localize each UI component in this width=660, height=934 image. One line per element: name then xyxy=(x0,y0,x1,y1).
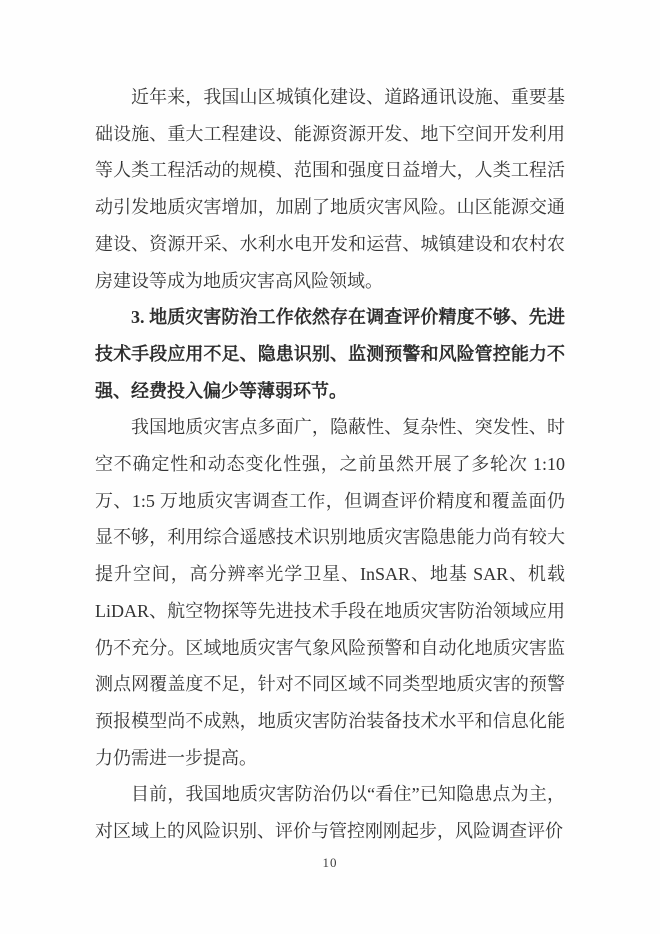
section-heading: 3. 地质灾害防治工作依然存在调查评价精度不够、先进技术手段应用不足、隐患识别、监测预警和风险管控能力不强、经费投入偏少等薄弱环节。 xyxy=(95,307,565,401)
page-number: 10 xyxy=(322,855,338,870)
paragraph-current-status: 目前，我国地质灾害防治仍以“看住”已知隐患点为主，对区域上的风险识别、评价与管控刚刚起步，风险调查评价 xyxy=(95,784,565,842)
paragraph-survey-gaps: 我国地质灾害点多面广，隐蔽性、复杂性、突发性、时空不确定性和动态变化性强，之前虽然开展了多轮次 1:10 万、1:5 万地质灾害调查工作，但调查评价精度和覆盖面仍显不够，利用综合遥感技术识别地质灾害隐患能力尚有较大提升空间，高分辨率光学卫星、InSAR、地基 SAR、机载 LiDAR、航空物探等先进技术手段在地质灾害防治领域应用仍不充分。区域地质灾害气象风险预警和自动化地质灾害监测点网覆盖度不足，针对不同区域不同类型地质灾害的预警预报模型尚不成熟，地质灾害防治装备技术水平和信息化能力仍需进一步提高。 xyxy=(95,417,565,768)
page-footer xyxy=(0,855,660,871)
paragraph-intro: 近年来，我国山区城镇化建设、道路通讯设施、重要基础设施、重大工程建设、能源资源开发、地下空间开发利用等人类工程活动的规模、范围和强度日益增大，人类工程活动引发地质灾害增加，加剧了地质灾害风险。山区能源交通建设、资源开采、水利水电开发和运营、城镇建设和农村农房建设等成为地质灾害高风险领域。 xyxy=(95,87,565,291)
text-content xyxy=(95,79,565,850)
